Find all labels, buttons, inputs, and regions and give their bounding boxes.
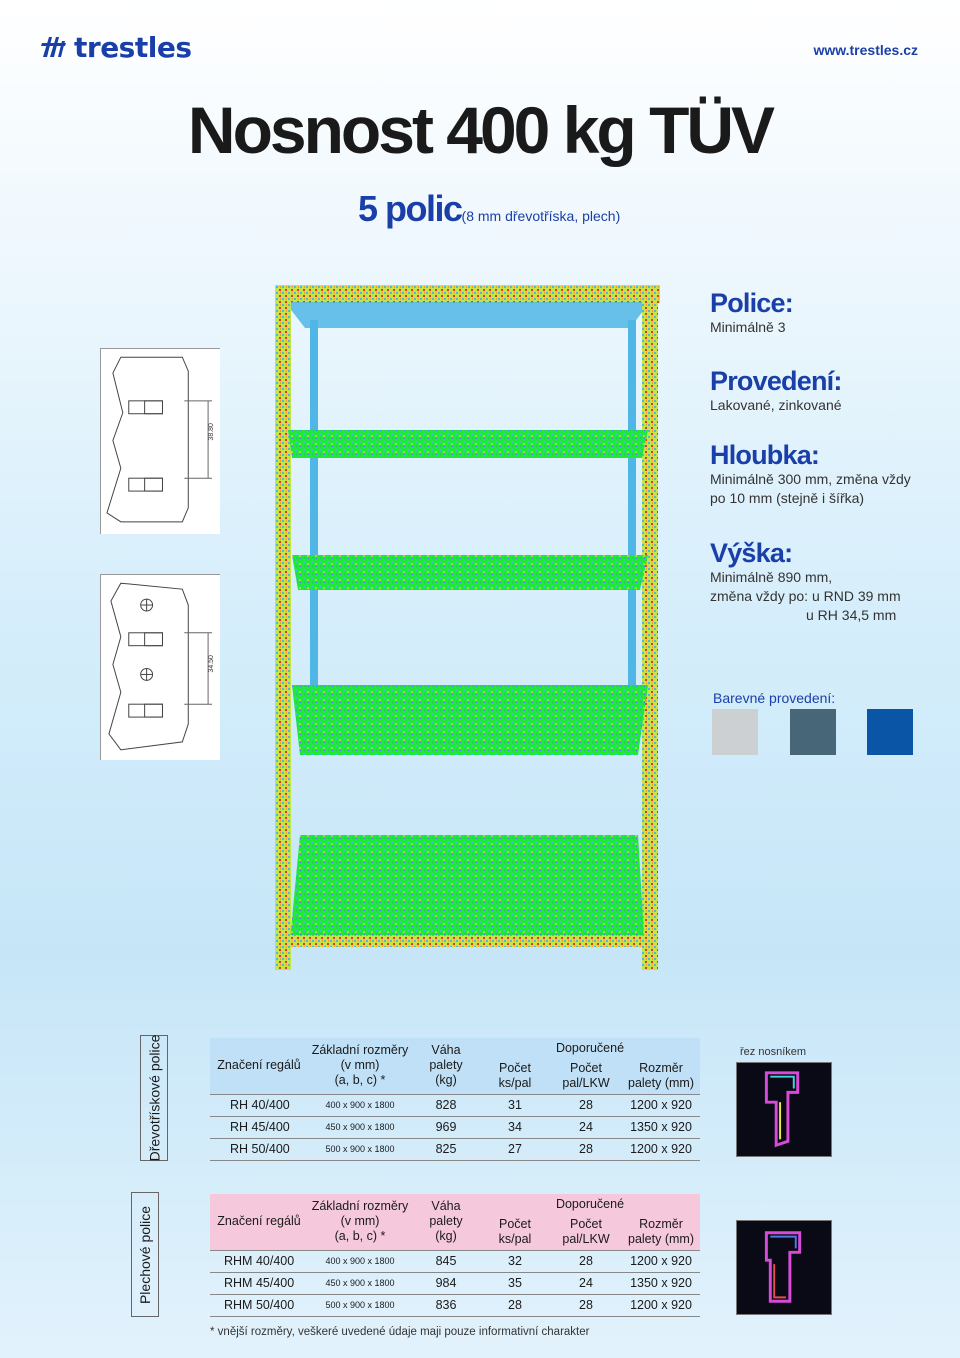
cell-dims: 400 x 900 x 1800 [308,1094,412,1116]
cell-size: 1200 x 920 [622,1294,700,1316]
spec-provedeni-text: Lakované, zinkované [710,397,842,413]
cell-size: 1200 x 920 [622,1250,700,1272]
col-header-group: Doporučené [555,1040,625,1055]
subtitle-note: (8 mm dřevotříska, plech) [461,208,621,224]
cell-weight: 825 [412,1138,480,1160]
rez-label: řez nosníkem [740,1046,807,1058]
cell-ks: 28 [480,1294,550,1316]
cell-weight: 836 [412,1294,480,1316]
cell-ks: 32 [480,1250,550,1272]
cell-dims: 450 x 900 x 1800 [308,1272,412,1294]
spec-provedeni [710,366,950,415]
cell-pal: 24 [550,1272,622,1294]
cell-ks: 35 [480,1272,550,1294]
table-row [210,1294,700,1316]
spec-vyska [710,538,950,625]
table-drevotriskove [210,1038,700,1161]
shelf-rack-image [270,280,666,975]
spec-vyska-heading: Výška: [710,538,793,568]
col-header-weight: Váha palety (kg) [429,1043,463,1088]
cell-size: 1200 x 920 [622,1138,700,1160]
spec-vyska-line3: u RH 34,5 mm [806,607,897,623]
brand-logo[interactable] [40,30,192,64]
cell-weight: 969 [412,1116,480,1138]
table-plechove [210,1194,700,1317]
cell-pal: 24 [550,1116,622,1138]
col-header-size: Rozměr palety (mm) [628,1216,694,1246]
color-swatch-slate[interactable] [790,709,836,755]
spec-hloubka-line2: po 10 mm (stejně i šířka) [710,490,865,506]
table-row [210,1272,700,1294]
table1-side-label [140,1035,168,1161]
table1-side-label-text: Dřevotřískové police [146,1034,163,1162]
color-swatch-grey[interactable] [712,709,758,755]
cell-dims: 500 x 900 x 1800 [308,1294,412,1316]
table-row [210,1094,700,1116]
cell-dims: 400 x 900 x 1800 [308,1250,412,1272]
brand-name: trestles [74,30,192,64]
cell-weight: 828 [412,1094,480,1116]
col-header-size: Rozměr palety (mm) [628,1060,694,1090]
cell-weight: 984 [412,1272,480,1294]
cell-weight: 845 [412,1250,480,1272]
cell-size: 1350 x 920 [622,1272,700,1294]
cell-name: RH 45/400 [210,1116,308,1138]
col-header-name: Značení regálů [217,1058,301,1073]
table-row [210,1138,700,1160]
cell-pal: 28 [550,1094,622,1116]
page-subtitle [358,188,620,230]
spec-police-heading: Police: [710,288,793,318]
color-swatch-blue[interactable] [867,709,913,755]
spec-police-text: Minimálně 3 [710,319,786,335]
table-row [210,1116,700,1138]
cell-name: RHM 45/400 [210,1272,308,1294]
spec-hloubka-line1: Minimálně 300 mm, změna vždy [710,471,911,487]
drawing-dim-top: 38.80 [208,423,216,441]
page-title: Nosnost 400 kg TÜV [187,93,773,167]
cell-dims: 500 x 900 x 1800 [308,1138,412,1160]
spec-vyska-line2: změna vždy po: u RND 39 mm [710,588,901,604]
col-header-ks: Počet ks/pal [498,1216,532,1246]
spec-police [710,288,950,337]
col-header-ks: Počet ks/pal [498,1060,532,1090]
cell-size: 1350 x 920 [622,1116,700,1138]
cell-name: RHM 40/400 [210,1250,308,1272]
website-link[interactable]: www.trestles.cz [813,42,918,58]
cell-name: RH 50/400 [210,1138,308,1160]
cell-pal: 28 [550,1294,622,1316]
table-row [210,1250,700,1272]
spec-provedeni-heading: Provedení: [710,366,842,396]
col-header-pal: Počet pal/LKW [562,1060,610,1090]
spec-hloubka-heading: Hloubka: [710,440,820,470]
table2-side-label-text: Plechové police [137,1205,153,1304]
spec-hloubka [710,440,950,508]
table2-side-label [131,1192,159,1317]
trestles-logo-icon [40,33,68,61]
subtitle-main: 5 polic [358,188,462,229]
col-header-dims: Základní rozměry (v mm) (a, b, c) * [311,1043,409,1088]
col-header-name: Značení regálů [217,1214,301,1229]
col-header-group: Doporučené [555,1196,625,1211]
beam-section-image-1 [736,1062,832,1157]
upright-drawing-bottom [100,574,220,760]
cell-ks: 34 [480,1116,550,1138]
spec-vyska-line1: Minimálně 890 mm, [710,569,833,585]
col-header-pal: Počet pal/LKW [562,1216,610,1246]
footnote: * vnější rozměry, veškeré uvedené údaje maji pouze informativní charakter [210,1326,590,1338]
cell-ks: 31 [480,1094,550,1116]
cell-ks: 27 [480,1138,550,1160]
col-header-dims: Základní rozměry (v mm) (a, b, c) * [311,1199,409,1244]
cell-size: 1200 x 920 [622,1094,700,1116]
cell-pal: 28 [550,1138,622,1160]
col-header-weight: Váha palety (kg) [429,1199,463,1244]
cell-dims: 450 x 900 x 1800 [308,1116,412,1138]
drawing-dim-bottom: 34.50 [208,655,216,673]
cell-pal: 28 [550,1250,622,1272]
beam-section-image-2 [736,1220,832,1315]
upright-drawing-top [100,348,220,534]
cell-name: RH 40/400 [210,1094,308,1116]
cell-name: RHM 50/400 [210,1294,308,1316]
colors-label: Barevné provedení: [713,690,836,706]
